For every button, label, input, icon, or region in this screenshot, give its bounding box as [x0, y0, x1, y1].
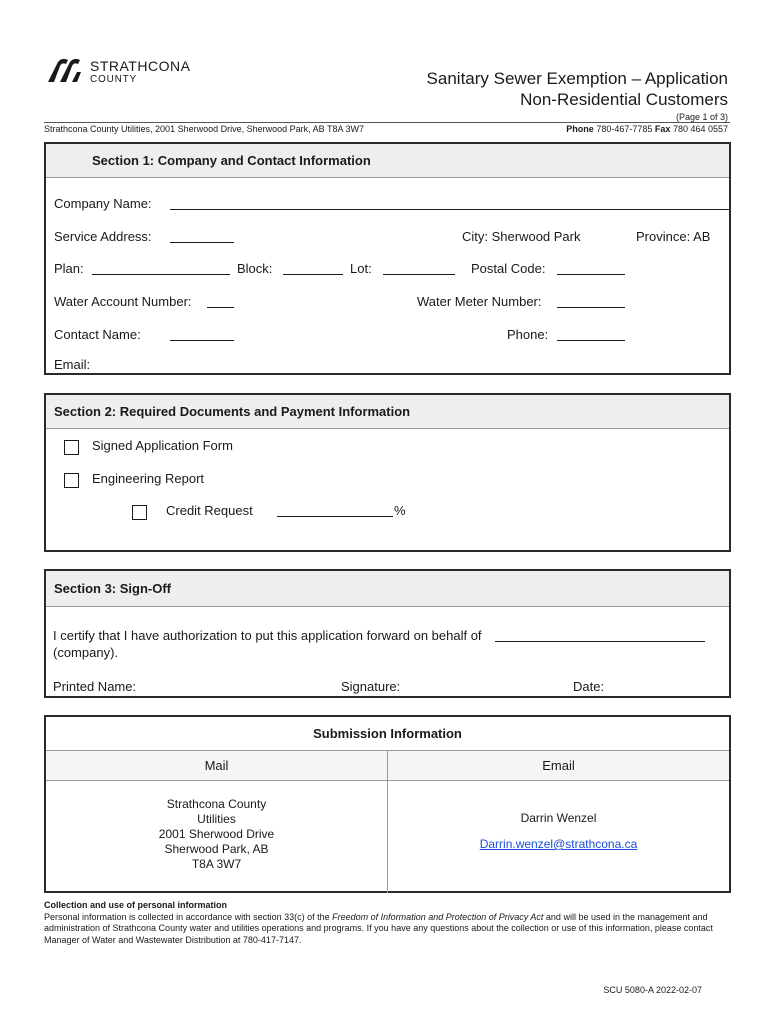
privacy-text-start: Personal information is collected in accordance with section 33(c) of the — [44, 911, 333, 922]
signed-application-label: Signed Application Form — [92, 438, 233, 453]
strathcona-logo-mark-icon — [46, 58, 86, 84]
section2-title: Section 2: Required Documents and Payment Information — [46, 395, 729, 429]
email-contact — [388, 781, 729, 893]
postal-code-field[interactable] — [557, 262, 625, 275]
mail-line: Strathcona County — [166, 797, 267, 811]
mail-address — [46, 781, 387, 893]
privacy-text-end: and will be used in the management and administration of Strathcona County water and utilities operations and programs. If you have any questions about the collection or use of this information, please contact Manager of Water and Wastewater Distribution at 780-417-7147. — [44, 911, 713, 945]
mail-line: 2001 Sherwood Drive — [158, 827, 275, 841]
submission-title: Submission Information — [46, 717, 729, 751]
mail-header: Mail — [46, 751, 387, 781]
phone-number: 780-467-7785 — [596, 124, 653, 134]
contact-phone-field[interactable] — [557, 328, 625, 341]
signature-label: Signature: — [341, 679, 401, 694]
printed-name-label: Printed Name: — [53, 679, 137, 694]
lot-label: Lot: — [350, 261, 372, 276]
company-suffix: (company). — [53, 645, 119, 660]
plan-label: Plan: — [54, 261, 84, 276]
section-company-contact — [44, 142, 731, 375]
credit-request-label: Credit Request — [166, 503, 253, 518]
contact-numbers — [566, 124, 728, 134]
signed-application-checkbox[interactable] — [64, 440, 79, 455]
province-value: Province: AB — [636, 229, 711, 244]
water-account-label: Water Account Number: — [54, 294, 192, 309]
strathcona-logo — [46, 56, 216, 88]
logo-text-county: COUNTY — [90, 74, 138, 85]
engineering-report-label: Engineering Report — [92, 471, 205, 486]
water-meter-label: Water Meter Number: — [417, 294, 542, 309]
phone-label: Phone — [566, 124, 594, 134]
fax-label: Fax — [654, 124, 671, 134]
credit-percent-field[interactable] — [277, 504, 393, 517]
mail-column — [46, 751, 387, 893]
company-name-field[interactable] — [170, 197, 729, 210]
mail-line: T8A 3W7 — [191, 857, 242, 871]
block-label: Block: — [237, 261, 273, 276]
email-header: Email — [388, 751, 729, 781]
page-number: (Page 1 of 3) — [675, 112, 728, 122]
certify-text: I certify that I have authorization to put this application forward on behalf of — [53, 628, 482, 643]
section-sign-off — [44, 569, 731, 698]
email-address-link[interactable]: Darrin.wenzel@strathcona.ca — [479, 837, 638, 851]
contact-name-field[interactable] — [170, 328, 234, 341]
postal-code-label: Postal Code: — [471, 261, 546, 276]
service-address-field[interactable] — [170, 230, 234, 243]
section3-title: Section 3: Sign-Off — [46, 571, 729, 607]
date-label: Date: — [573, 679, 605, 694]
percent-sign: % — [394, 503, 406, 518]
email-column — [387, 751, 729, 893]
form-title-line1: Sanitary Sewer Exemption – Application — [426, 69, 728, 88]
privacy-act-name: Freedom of Information and Protection of Privacy Act — [332, 911, 544, 922]
privacy-notice — [44, 900, 734, 946]
city-value: City: Sherwood Park — [462, 229, 581, 244]
form-title-line2: Non-Residential Customers — [520, 90, 728, 109]
header-divider — [44, 122, 730, 123]
engineering-report-checkbox[interactable] — [64, 473, 79, 488]
company-authorization-field[interactable] — [495, 629, 705, 642]
utilities-address: Strathcona County Utilities, 2001 Sherwood Drive, Sherwood Park, AB T8A 3W7 — [44, 124, 364, 134]
service-address-label: Service Address: — [54, 229, 152, 244]
mail-line: Sherwood Park, AB — [164, 842, 269, 856]
company-name-label: Company Name: — [54, 196, 152, 211]
privacy-text — [44, 912, 734, 947]
lot-field[interactable] — [383, 262, 455, 275]
contact-phone-label: Phone: — [507, 327, 549, 342]
section1-title: Section 1: Company and Contact Information — [46, 144, 729, 178]
mail-line: Utilities — [197, 812, 236, 826]
section-documents-payment — [44, 393, 731, 552]
water-account-field[interactable] — [207, 295, 234, 308]
email-contact-name: Darrin Wenzel — [520, 811, 597, 825]
credit-request-checkbox[interactable] — [132, 505, 147, 520]
block-field[interactable] — [283, 262, 343, 275]
water-meter-field[interactable] — [557, 295, 625, 308]
form-code: SCU 5080-A 2022-02-07 — [603, 985, 702, 995]
email-label: Email: — [54, 357, 91, 372]
plan-field[interactable] — [92, 262, 230, 275]
form-title — [427, 68, 728, 110]
privacy-heading: Collection and use of personal information — [44, 900, 228, 910]
contact-name-label: Contact Name: — [54, 327, 141, 342]
logo-text-strathcona: STRATHCONA — [90, 58, 191, 74]
submission-information — [44, 715, 731, 893]
fax-number: 780 464 0557 — [672, 124, 728, 134]
